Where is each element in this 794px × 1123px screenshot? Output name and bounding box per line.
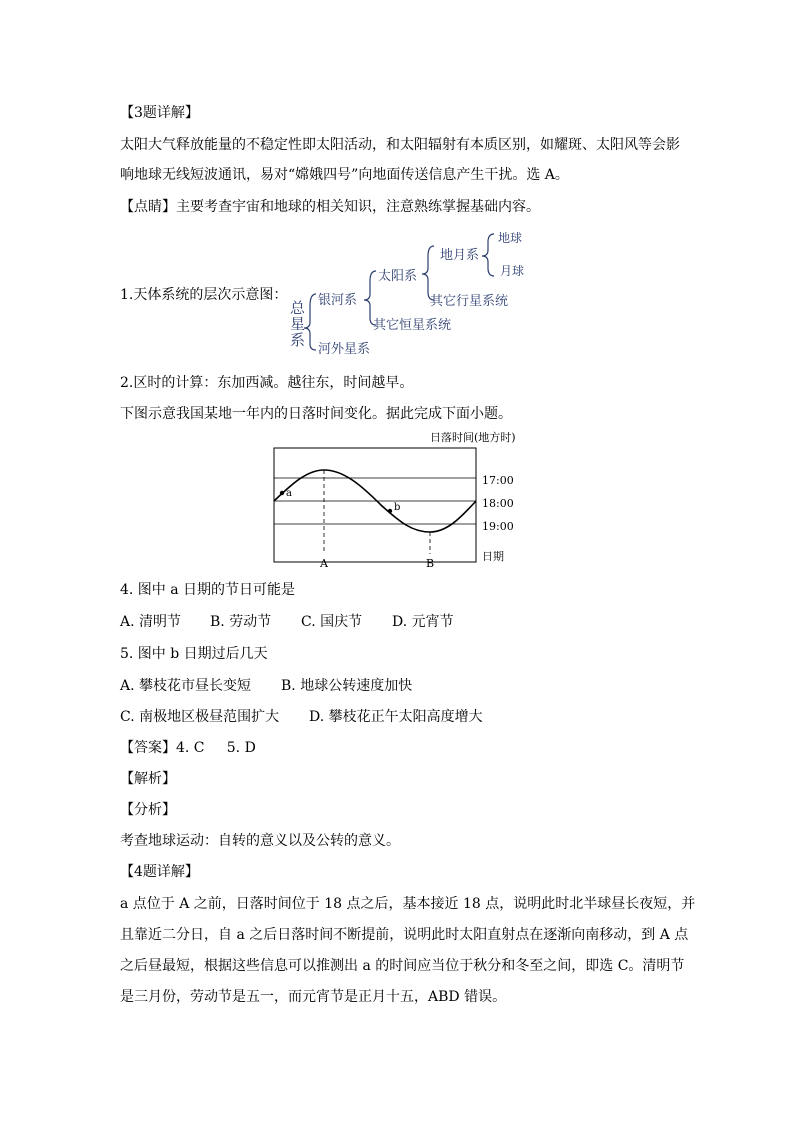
point-a-label: a <box>286 488 292 499</box>
section3-title: 【3题详解】 <box>120 105 199 121</box>
x-marker-A: A <box>320 557 328 570</box>
tree-milky-way: 银河系 <box>318 293 358 308</box>
q5-stem: 5. 图中 b 日期过后几天 <box>120 646 268 662</box>
x-marker-B: B <box>426 557 435 570</box>
q4-option-b: B. 劳动节 <box>210 614 272 630</box>
tree-earth-moon: 地月系 <box>440 248 480 263</box>
section4-line1: a 点位于 A 之前，日落时间位于 18 点之后，基本接近 18 点，说明此时北半球昼长夜短，并 <box>120 896 696 912</box>
tree-moon: 月球 <box>500 264 525 278</box>
dianjing: 【点睛】主要考查宇宙和地球的相关知识，注意熟练掌握基础内容。 <box>120 199 540 215</box>
section4-line3: 之后昼最短，根据这些信息可以推测出 a 的时间应当位于秋分和冬至之间，即选 C。清明节 <box>120 958 685 974</box>
tree-extragalactic: 河外星系 <box>318 342 371 357</box>
section3-line1: 太阳大气释放能量的不稳定性即太阳活动，和太阳辐射有本质区别，如耀斑、太阳风等会影 <box>120 137 680 153</box>
y-tick-1700: 17:00 <box>482 474 514 487</box>
q4-stem: 4. 图中 a 日期的节日可能是 <box>120 582 296 598</box>
q5-option-c: C. 南极地区极昼范围扩大 <box>120 709 280 725</box>
y-tick-1800: 18:00 <box>482 497 514 510</box>
chart-xlabel: 日期 <box>482 550 504 563</box>
q5-option-b: B. 地球公转速度加快 <box>281 678 413 694</box>
tree-root-1: 总 <box>290 299 306 317</box>
chart-intro: 下图示意我国某地一年内的日落时间变化。据此完成下面小题。 <box>120 406 512 422</box>
section4-line4: 是三月份，劳动节是五一，而元宵节是正月十五，ABD 错误。 <box>120 989 507 1005</box>
chart-frame <box>274 448 476 562</box>
q5-option-d: D. 攀枝花正午太阳高度增大 <box>309 709 483 725</box>
section4-title: 【4题详解】 <box>120 864 199 880</box>
q4-option-a: A. 清明节 <box>120 614 182 630</box>
sunset-time-chart <box>262 424 542 570</box>
chart-ylabel: 日落时间(地方时) <box>430 431 516 444</box>
q4-option-d: D. 元宵节 <box>392 614 454 630</box>
tree-root-2: 星 <box>290 315 306 333</box>
point-b <box>388 509 392 513</box>
section4-line2: 且靠近二分日，自 a 之后日落时间不断提前，说明此时太阳直射点在逐渐向南移动，到 A 点 <box>120 927 689 943</box>
point-b-label: b <box>394 502 401 513</box>
point2: 2.区时的计算：东加西减。越往东，时间越早。 <box>120 375 414 391</box>
analysis-text: 考查地球运动：自转的意义以及公转的意义。 <box>120 833 400 849</box>
section3-line2: 响地球无线短波通讯，易对“嫦娥四号”向地面传送信息产生干扰。选 A。 <box>120 167 569 183</box>
answer: 【答案】4. C 5. D <box>120 740 256 756</box>
tree-other-star-systems: 其它恒星系统 <box>373 318 452 333</box>
tree-root-3: 系 <box>290 331 306 349</box>
tree-earth: 地球 <box>498 231 523 245</box>
tree-solar-system: 太阳系 <box>378 269 418 284</box>
y-tick-1900: 19:00 <box>482 520 514 533</box>
tree-caption: 1.天体系统的层次示意图： <box>120 287 288 303</box>
jiexi-heading: 【解析】 <box>120 771 176 787</box>
tree-other-planet-systems: 其它行星系统 <box>430 294 509 309</box>
q4-option-c: C. 国庆节 <box>301 614 363 630</box>
q5-option-a: A. 攀枝花市昼长变短 <box>120 678 252 694</box>
point-a <box>280 491 284 495</box>
fenxi-heading: 【分析】 <box>120 802 176 818</box>
celestial-tree-diagram <box>280 226 540 362</box>
